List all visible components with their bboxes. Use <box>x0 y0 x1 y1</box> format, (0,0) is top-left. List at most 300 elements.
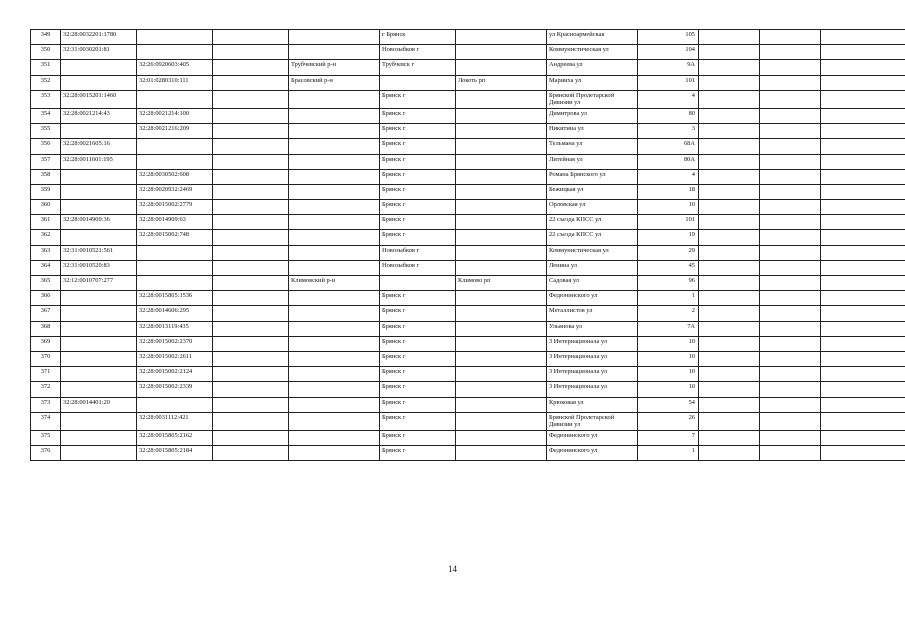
district-cell <box>289 321 380 336</box>
table-row <box>31 139 905 154</box>
house-number-cell: 4 <box>638 169 699 184</box>
cadastral-number-cell <box>61 382 137 397</box>
house-number-cell: 104 <box>638 45 699 60</box>
table-row <box>31 30 905 45</box>
row-number-cell: 376 <box>31 446 61 461</box>
extra-2-cell <box>760 154 821 169</box>
table-row <box>31 446 905 461</box>
settlement-cell <box>456 446 547 461</box>
extra-3-cell <box>821 90 905 108</box>
table-row <box>31 430 905 445</box>
cadastral-number-cell <box>61 124 137 139</box>
street-cell: Марииха ул <box>547 75 638 90</box>
row-number-cell: 370 <box>31 351 61 366</box>
house-number-cell: 105 <box>638 30 699 45</box>
extra-1-cell <box>699 60 760 75</box>
house-number-cell: 19 <box>638 230 699 245</box>
house-number-cell: 10 <box>638 336 699 351</box>
cadastral-number-secondary-cell: 32:28:0015805:1536 <box>137 291 213 306</box>
extra-3-cell <box>821 321 905 336</box>
cadastral-number-cell <box>61 200 137 215</box>
cadastral-number-cell: 32:28:0032201:1780 <box>61 30 137 45</box>
cadastral-number-secondary-cell <box>137 139 213 154</box>
extra-1-cell <box>699 230 760 245</box>
settlement-cell: Климово рп <box>456 276 547 291</box>
extra-3-cell <box>821 291 905 306</box>
extra-1-cell <box>699 351 760 366</box>
empty-column-cell <box>213 154 289 169</box>
settlement-cell <box>456 412 547 430</box>
table-row <box>31 60 905 75</box>
city-cell: Брянск г <box>380 351 456 366</box>
extra-2-cell <box>760 430 821 445</box>
cadastral-number-cell: 32:28:0021214:43 <box>61 108 137 123</box>
settlement-cell <box>456 45 547 60</box>
cadastral-number-secondary-cell: 32:28:0015805:2162 <box>137 430 213 445</box>
extra-3-cell <box>821 60 905 75</box>
street-cell: 22 съезда КПСС ул <box>547 215 638 230</box>
house-number-cell: 1 <box>638 291 699 306</box>
cadastral-number-secondary-cell: 32:28:0021214:100 <box>137 108 213 123</box>
house-number-cell: 10 <box>638 382 699 397</box>
house-number-cell: 101 <box>638 75 699 90</box>
extra-1-cell <box>699 336 760 351</box>
city-cell: Брянск г <box>380 382 456 397</box>
extra-2-cell <box>760 321 821 336</box>
row-number-cell: 351 <box>31 60 61 75</box>
row-number-cell: 354 <box>31 108 61 123</box>
city-cell: Брянск г <box>380 215 456 230</box>
extra-1-cell <box>699 321 760 336</box>
empty-column-cell <box>213 184 289 199</box>
table-row <box>31 230 905 245</box>
house-number-cell: 10 <box>638 200 699 215</box>
house-number-cell: 68А <box>638 139 699 154</box>
street-cell: Коммунистическая ул <box>547 245 638 260</box>
district-cell <box>289 30 380 45</box>
extra-2-cell <box>760 90 821 108</box>
cadastral-number-cell <box>61 446 137 461</box>
district-cell <box>289 215 380 230</box>
extra-1-cell <box>699 30 760 45</box>
cadastral-number-cell: 32:31:0010520:83 <box>61 260 137 275</box>
table-row <box>31 382 905 397</box>
district-cell: Климовский р-н <box>289 276 380 291</box>
cadastral-number-secondary-cell: 32:28:0030502:608 <box>137 169 213 184</box>
table-row <box>31 154 905 169</box>
cadastral-number-secondary-cell: 32:28:0015002:2370 <box>137 336 213 351</box>
empty-column-cell <box>213 412 289 430</box>
settlement-cell <box>456 215 547 230</box>
city-cell: Новозыбков г <box>380 245 456 260</box>
street-cell: 3 Интернационала ул <box>547 351 638 366</box>
cadastral-number-cell <box>61 336 137 351</box>
extra-3-cell <box>821 260 905 275</box>
cadastral-number-cell: 32:31:0010521:561 <box>61 245 137 260</box>
district-cell <box>289 367 380 382</box>
extra-3-cell <box>821 351 905 366</box>
empty-column-cell <box>213 336 289 351</box>
empty-column-cell <box>213 430 289 445</box>
district-cell <box>289 446 380 461</box>
cadastral-number-secondary-cell: 32:28:0014909:63 <box>137 215 213 230</box>
city-cell: Брянск г <box>380 169 456 184</box>
district-cell <box>289 397 380 412</box>
district-cell <box>289 184 380 199</box>
house-number-cell: 7 <box>638 430 699 445</box>
cadastral-number-secondary-cell <box>137 154 213 169</box>
empty-column-cell <box>213 169 289 184</box>
street-cell: Бежицкая ул <box>547 184 638 199</box>
district-cell <box>289 108 380 123</box>
row-number-cell: 372 <box>31 382 61 397</box>
extra-2-cell <box>760 30 821 45</box>
settlement-cell <box>456 397 547 412</box>
extra-1-cell <box>699 382 760 397</box>
city-cell: Брянск г <box>380 291 456 306</box>
extra-3-cell <box>821 30 905 45</box>
settlement-cell <box>456 245 547 260</box>
district-cell <box>289 412 380 430</box>
empty-column-cell <box>213 124 289 139</box>
district-cell <box>289 230 380 245</box>
extra-3-cell <box>821 139 905 154</box>
table-row <box>31 75 905 90</box>
empty-column-cell <box>213 382 289 397</box>
row-number-cell: 360 <box>31 200 61 215</box>
house-number-cell: 80А <box>638 154 699 169</box>
cadastral-number-cell <box>61 367 137 382</box>
street-cell: Брянской Пролетарской Дивизии ул <box>547 412 638 430</box>
extra-2-cell <box>760 351 821 366</box>
table-row <box>31 200 905 215</box>
extra-3-cell <box>821 108 905 123</box>
settlement-cell <box>456 367 547 382</box>
extra-3-cell <box>821 446 905 461</box>
extra-2-cell <box>760 124 821 139</box>
table-row <box>31 245 905 260</box>
table-row <box>31 291 905 306</box>
row-number-cell: 371 <box>31 367 61 382</box>
extra-3-cell <box>821 276 905 291</box>
cadastral-number-cell <box>61 412 137 430</box>
cadastral-number-secondary-cell: 32:28:0015002:2611 <box>137 351 213 366</box>
extra-3-cell <box>821 45 905 60</box>
table-body <box>31 30 905 461</box>
extra-2-cell <box>760 45 821 60</box>
district-cell <box>289 154 380 169</box>
row-number-cell: 374 <box>31 412 61 430</box>
extra-2-cell <box>760 169 821 184</box>
district-cell <box>289 169 380 184</box>
extra-1-cell <box>699 200 760 215</box>
street-cell: Ленина ул <box>547 260 638 275</box>
extra-2-cell <box>760 306 821 321</box>
row-number-cell: 365 <box>31 276 61 291</box>
extra-2-cell <box>760 291 821 306</box>
table-row <box>31 321 905 336</box>
street-cell: 3 Интернационала ул <box>547 382 638 397</box>
city-cell: Новозыбков г <box>380 45 456 60</box>
settlement-cell <box>456 108 547 123</box>
extra-2-cell <box>760 108 821 123</box>
extra-1-cell <box>699 215 760 230</box>
settlement-cell <box>456 169 547 184</box>
city-cell: г Брянск <box>380 30 456 45</box>
district-cell <box>289 260 380 275</box>
street-cell: Коммунистическая ул <box>547 45 638 60</box>
settlement-cell <box>456 184 547 199</box>
cadastral-number-secondary-cell: 32:26:0920603:405 <box>137 60 213 75</box>
cadastral-number-secondary-cell <box>137 245 213 260</box>
extra-3-cell <box>821 336 905 351</box>
row-number-cell: 369 <box>31 336 61 351</box>
table-row <box>31 45 905 60</box>
table-row <box>31 351 905 366</box>
extra-1-cell <box>699 245 760 260</box>
district-cell <box>289 306 380 321</box>
district-cell <box>289 200 380 215</box>
extra-2-cell <box>760 230 821 245</box>
extra-2-cell <box>760 397 821 412</box>
cadastral-number-cell: 32:28:0015201:1460 <box>61 90 137 108</box>
settlement-cell <box>456 90 547 108</box>
empty-column-cell <box>213 139 289 154</box>
cadastral-number-secondary-cell <box>137 30 213 45</box>
street-cell: Димитрова ул <box>547 108 638 123</box>
city-cell: Брянск г <box>380 230 456 245</box>
row-number-cell: 363 <box>31 245 61 260</box>
extra-2-cell <box>760 139 821 154</box>
cadastral-number-secondary-cell <box>137 90 213 108</box>
street-cell: Тельмана ул <box>547 139 638 154</box>
street-cell: 22 съезда КПСС ул <box>547 230 638 245</box>
street-cell: Федюнинского ул <box>547 291 638 306</box>
table-row <box>31 306 905 321</box>
table-row <box>31 184 905 199</box>
house-number-cell: 80 <box>638 108 699 123</box>
cadastral-number-secondary-cell: 32:28:0014606:295 <box>137 306 213 321</box>
settlement-cell <box>456 351 547 366</box>
city-cell: Брянск г <box>380 446 456 461</box>
extra-2-cell <box>760 382 821 397</box>
street-cell: Крюковая ул <box>547 397 638 412</box>
extra-1-cell <box>699 108 760 123</box>
extra-3-cell <box>821 382 905 397</box>
empty-column-cell <box>213 75 289 90</box>
cadastral-number-secondary-cell <box>137 397 213 412</box>
house-number-cell: 10 <box>638 351 699 366</box>
cadastral-number-secondary-cell: 32:28:0013119:435 <box>137 321 213 336</box>
extra-3-cell <box>821 397 905 412</box>
table-row <box>31 367 905 382</box>
cadastral-number-cell <box>61 184 137 199</box>
street-cell: Брянской Пролетарской Дивизии ул <box>547 90 638 108</box>
empty-column-cell <box>213 245 289 260</box>
street-cell: Металлистов ул <box>547 306 638 321</box>
empty-column-cell <box>213 260 289 275</box>
extra-1-cell <box>699 367 760 382</box>
cadastral-number-cell <box>61 430 137 445</box>
district-cell <box>289 430 380 445</box>
extra-2-cell <box>760 412 821 430</box>
extra-2-cell <box>760 184 821 199</box>
cadastral-number-cell <box>61 169 137 184</box>
settlement-cell <box>456 430 547 445</box>
settlement-cell <box>456 321 547 336</box>
extra-1-cell <box>699 139 760 154</box>
table-row <box>31 90 905 108</box>
row-number-cell: 358 <box>31 169 61 184</box>
extra-2-cell <box>760 215 821 230</box>
house-number-cell: 2 <box>638 306 699 321</box>
empty-column-cell <box>213 276 289 291</box>
settlement-cell <box>456 154 547 169</box>
cadastral-number-cell <box>61 321 137 336</box>
extra-1-cell <box>699 45 760 60</box>
city-cell: Брянск г <box>380 412 456 430</box>
house-number-cell: 9А <box>638 60 699 75</box>
empty-column-cell <box>213 446 289 461</box>
extra-3-cell <box>821 245 905 260</box>
extra-2-cell <box>760 276 821 291</box>
cadastral-number-secondary-cell: 32:28:0015805:2184 <box>137 446 213 461</box>
settlement-cell <box>456 200 547 215</box>
page-number: 14 <box>448 564 457 574</box>
cadastral-number-cell: 32:28:0021605:16 <box>61 139 137 154</box>
street-cell: Орловская ул <box>547 200 638 215</box>
street-cell: 3 Интернационала ул <box>547 367 638 382</box>
empty-column-cell <box>213 45 289 60</box>
table-row <box>31 336 905 351</box>
extra-2-cell <box>760 75 821 90</box>
city-cell: Брянск г <box>380 200 456 215</box>
district-cell <box>289 351 380 366</box>
city-cell: Трубчевск г <box>380 60 456 75</box>
house-number-cell: 29 <box>638 245 699 260</box>
district-cell <box>289 124 380 139</box>
extra-3-cell <box>821 230 905 245</box>
cadastral-number-cell: 32:12:0010707:277 <box>61 276 137 291</box>
house-number-cell: 7А <box>638 321 699 336</box>
house-number-cell: 3 <box>638 124 699 139</box>
empty-column-cell <box>213 200 289 215</box>
empty-column-cell <box>213 90 289 108</box>
district-cell: Брасовский р-н <box>289 75 380 90</box>
empty-column-cell <box>213 108 289 123</box>
row-number-cell: 375 <box>31 430 61 445</box>
house-number-cell: 96 <box>638 276 699 291</box>
city-cell: Брянск г <box>380 306 456 321</box>
extra-2-cell <box>760 200 821 215</box>
cadastral-number-cell <box>61 75 137 90</box>
extra-2-cell <box>760 336 821 351</box>
district-cell <box>289 245 380 260</box>
extra-1-cell <box>699 90 760 108</box>
cadastral-number-cell <box>61 291 137 306</box>
row-number-cell: 361 <box>31 215 61 230</box>
extra-2-cell <box>760 60 821 75</box>
row-number-cell: 349 <box>31 30 61 45</box>
street-cell: Ульянова ул <box>547 321 638 336</box>
cadastral-number-cell <box>61 60 137 75</box>
house-number-cell: 4 <box>638 90 699 108</box>
table-row <box>31 412 905 430</box>
table-row <box>31 260 905 275</box>
settlement-cell <box>456 230 547 245</box>
street-cell: Садовая ул <box>547 276 638 291</box>
cadastral-number-secondary-cell: 32:28:0015002:2339 <box>137 382 213 397</box>
city-cell: Брянск г <box>380 154 456 169</box>
extra-3-cell <box>821 306 905 321</box>
empty-column-cell <box>213 351 289 366</box>
city-cell: Брянск г <box>380 108 456 123</box>
cadastral-number-secondary-cell: 32:28:0031112:421 <box>137 412 213 430</box>
cadastral-number-secondary-cell: 32:01:0280310:111 <box>137 75 213 90</box>
district-cell <box>289 291 380 306</box>
extra-1-cell <box>699 260 760 275</box>
house-number-cell: 10 <box>638 367 699 382</box>
cadastral-number-cell <box>61 230 137 245</box>
row-number-cell: 367 <box>31 306 61 321</box>
row-number-cell: 368 <box>31 321 61 336</box>
settlement-cell <box>456 336 547 351</box>
cadastral-number-secondary-cell <box>137 276 213 291</box>
empty-column-cell <box>213 60 289 75</box>
city-cell: Брянск г <box>380 124 456 139</box>
street-cell: Андреева ул <box>547 60 638 75</box>
city-cell: Брянск г <box>380 336 456 351</box>
city-cell: Новозыбков г <box>380 260 456 275</box>
cadastral-number-cell <box>61 306 137 321</box>
extra-3-cell <box>821 215 905 230</box>
house-number-cell: 26 <box>638 412 699 430</box>
empty-column-cell <box>213 306 289 321</box>
extra-3-cell <box>821 154 905 169</box>
cadastral-number-secondary-cell: 32:28:0021216:209 <box>137 124 213 139</box>
cadastral-number-secondary-cell: 32:28:0015002:748 <box>137 230 213 245</box>
settlement-cell <box>456 60 547 75</box>
settlement-cell <box>456 139 547 154</box>
extra-3-cell <box>821 200 905 215</box>
extra-3-cell <box>821 367 905 382</box>
extra-3-cell <box>821 184 905 199</box>
extra-1-cell <box>699 291 760 306</box>
city-cell: Брянск г <box>380 430 456 445</box>
extra-1-cell <box>699 412 760 430</box>
house-number-cell: 18 <box>638 184 699 199</box>
street-cell: ул Красноармейская <box>547 30 638 45</box>
empty-column-cell <box>213 397 289 412</box>
settlement-cell <box>456 260 547 275</box>
extra-1-cell <box>699 169 760 184</box>
extra-3-cell <box>821 124 905 139</box>
district-cell <box>289 45 380 60</box>
extra-3-cell <box>821 412 905 430</box>
extra-2-cell <box>760 260 821 275</box>
row-number-cell: 355 <box>31 124 61 139</box>
row-number-cell: 357 <box>31 154 61 169</box>
table-row <box>31 108 905 123</box>
extra-3-cell <box>821 75 905 90</box>
extra-1-cell <box>699 306 760 321</box>
street-cell: Никитина ул <box>547 124 638 139</box>
row-number-cell: 350 <box>31 45 61 60</box>
district-cell <box>289 336 380 351</box>
street-cell: Федюнинского ул <box>547 446 638 461</box>
empty-column-cell <box>213 215 289 230</box>
extra-1-cell <box>699 446 760 461</box>
